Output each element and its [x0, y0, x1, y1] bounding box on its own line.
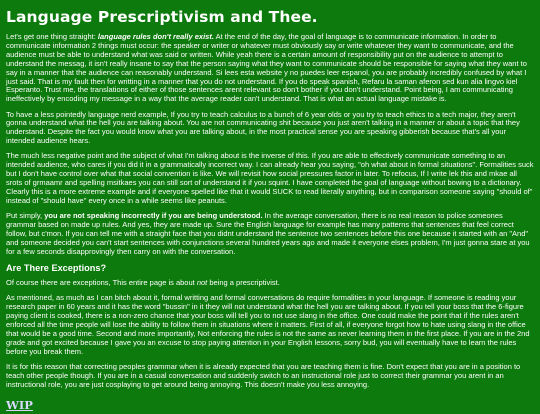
text-run: Of course there are exceptions, This entire page is about [6, 278, 197, 288]
text-run: Let's get one thing straight: [6, 32, 98, 41]
italic-text: not [196, 278, 208, 288]
text-run: Put simply, [6, 211, 45, 221]
text-run: In the average conversation, there is no real reason to police someones grammar based on made up rules. And yes, they are made up. Sure the English language for example has many patterns that sentences that feel correct follow, but c'mon. If you can tell me with a straight face that you didnt understand the sentence two sentences before this one because it started with an "And" and someone decided you can't start sentences with conjunctions several hundred years ago and made it everyone elses problem, I'm just gonna stare at you for a few seconds disapprovingly then carry on with the conversation. [6, 211, 530, 256]
inverse-point-paragraph [6, 152, 534, 205]
correcting-grammar-paragraph [6, 363, 534, 390]
exceptions-heading: Are There Exceptions? [6, 263, 107, 274]
wip-link[interactable]: WIP [6, 397, 33, 412]
emphasis-text: language rules don't really exist. [97, 32, 214, 41]
text-run: As mentioned, as much as I can bitch about it, formal writting and formal conversations do require formalities in your language. If someone is reading your research paper in 60 years and it has the word "bussin" in it they will not understand what the hell you are talking about. If you tell your boss that the 6-figure paying client is cooked, there is a non-zero chance that your boss will tell you to not use slang in the office. One could make the point that if the rules aren't enforced all the time people will lose the ability to follow them in situations where it matters. First of all, if everyone forgot how to hate using slang in the office that would be a good time. Second and more importantly, Not enforcing the rules is not the same as never learning them in the first place. If you are in the 2nd grade and got excited because I gave you an excuse to stop paying attention in your English lessons, sorry bud, you will eventually have to learn the rules before you break them. [6, 293, 530, 356]
text-run: It is for this reason that correcting peoples grammar when it is already expected that you are teaching them is fine. Don't expect that you are in a position to teach other people though. If you are in a casual conversation and suddenly switch to an instructional role just to correct their grammar you arent in an instructional role, you are just cosplaying to get around being annoying. This doesn't make you less annoying. [6, 361, 521, 389]
text-run: To have a less pointedly language nerd example, If you try to teach calculus to a bunch of 6 year olds or you try to teach ethics to a tech major, they aren't gonna understand what the hell you are talking about. You are not communicating shit because you just aren't talking in a manner or about a topic that they understand. Despite the fact you would know what you are talking about, in the most practical sense you are speaking gibberish because that's all your intended audience hears. [6, 109, 520, 146]
intro-paragraph [6, 33, 534, 104]
page-title: Language Prescriptivism and Thee. [6, 8, 318, 26]
put-simply-paragraph [6, 212, 534, 257]
text-run: The much less negative point and the subject of what I'm talking about is the inverse of this. If you are able to effectively communicate something to an intended audience, who cares if you did it in a grammatically incorrect way. I can already hear you saying, "oh what about in formal situations". Formalities suck but I don't have control over what that social convention is like. We will revisit how social pressures factor in later. To refocus, If I write lek this and mkae all srots of grmaamr and spelling msitkaes you can still sort of understand it if you squint. I have completed the goal of language without bowing to a dictionary. Clearly this is a more extreme example and if everyone spelled like that it would SUCK to read literally anything, but in comparison someone saying "should of" instead of "should have" every once in a while seems like peanuts. [6, 151, 534, 205]
formal-writing-paragraph [6, 294, 534, 356]
exceptions-intro-paragraph [6, 279, 534, 288]
example-paragraph [6, 111, 534, 147]
text-run: At the end of the day, the goal of language is to communicate information. In order to communicate information 2 things must occur: the speaker or writer or whatever must obviously say or write whatever they want to communicate, and the audience must be able to understand what was said or written. While yeah there is a certain amount of responsibility put on the audience to attempt to understand the messag, it isn't really insane to say that the person saying what they want to communicate should be responsible for saying what they want to say in a manner that the audience can reasonably understand. Si lees esta website y no puedes leer espanol, you are probably incredibly confused by what I just said. That is my fault then for writting in a manner that you do not understand. If you do speak spanish, Refaru la saman aferon sed kun alia lingvo kiel Esperanto. Trust me, the translations of either of those sentences arent relevant so don't bother if you don't understand. Point being, I am communicating ineffectively by encoding my message in a way that the average reader can't understand. That is what an actual language mistake is. [6, 32, 527, 104]
bold-text: you are not speaking incorrectly if you are being understood. [44, 211, 263, 221]
text-run: being a prescriptivist. [207, 278, 280, 288]
